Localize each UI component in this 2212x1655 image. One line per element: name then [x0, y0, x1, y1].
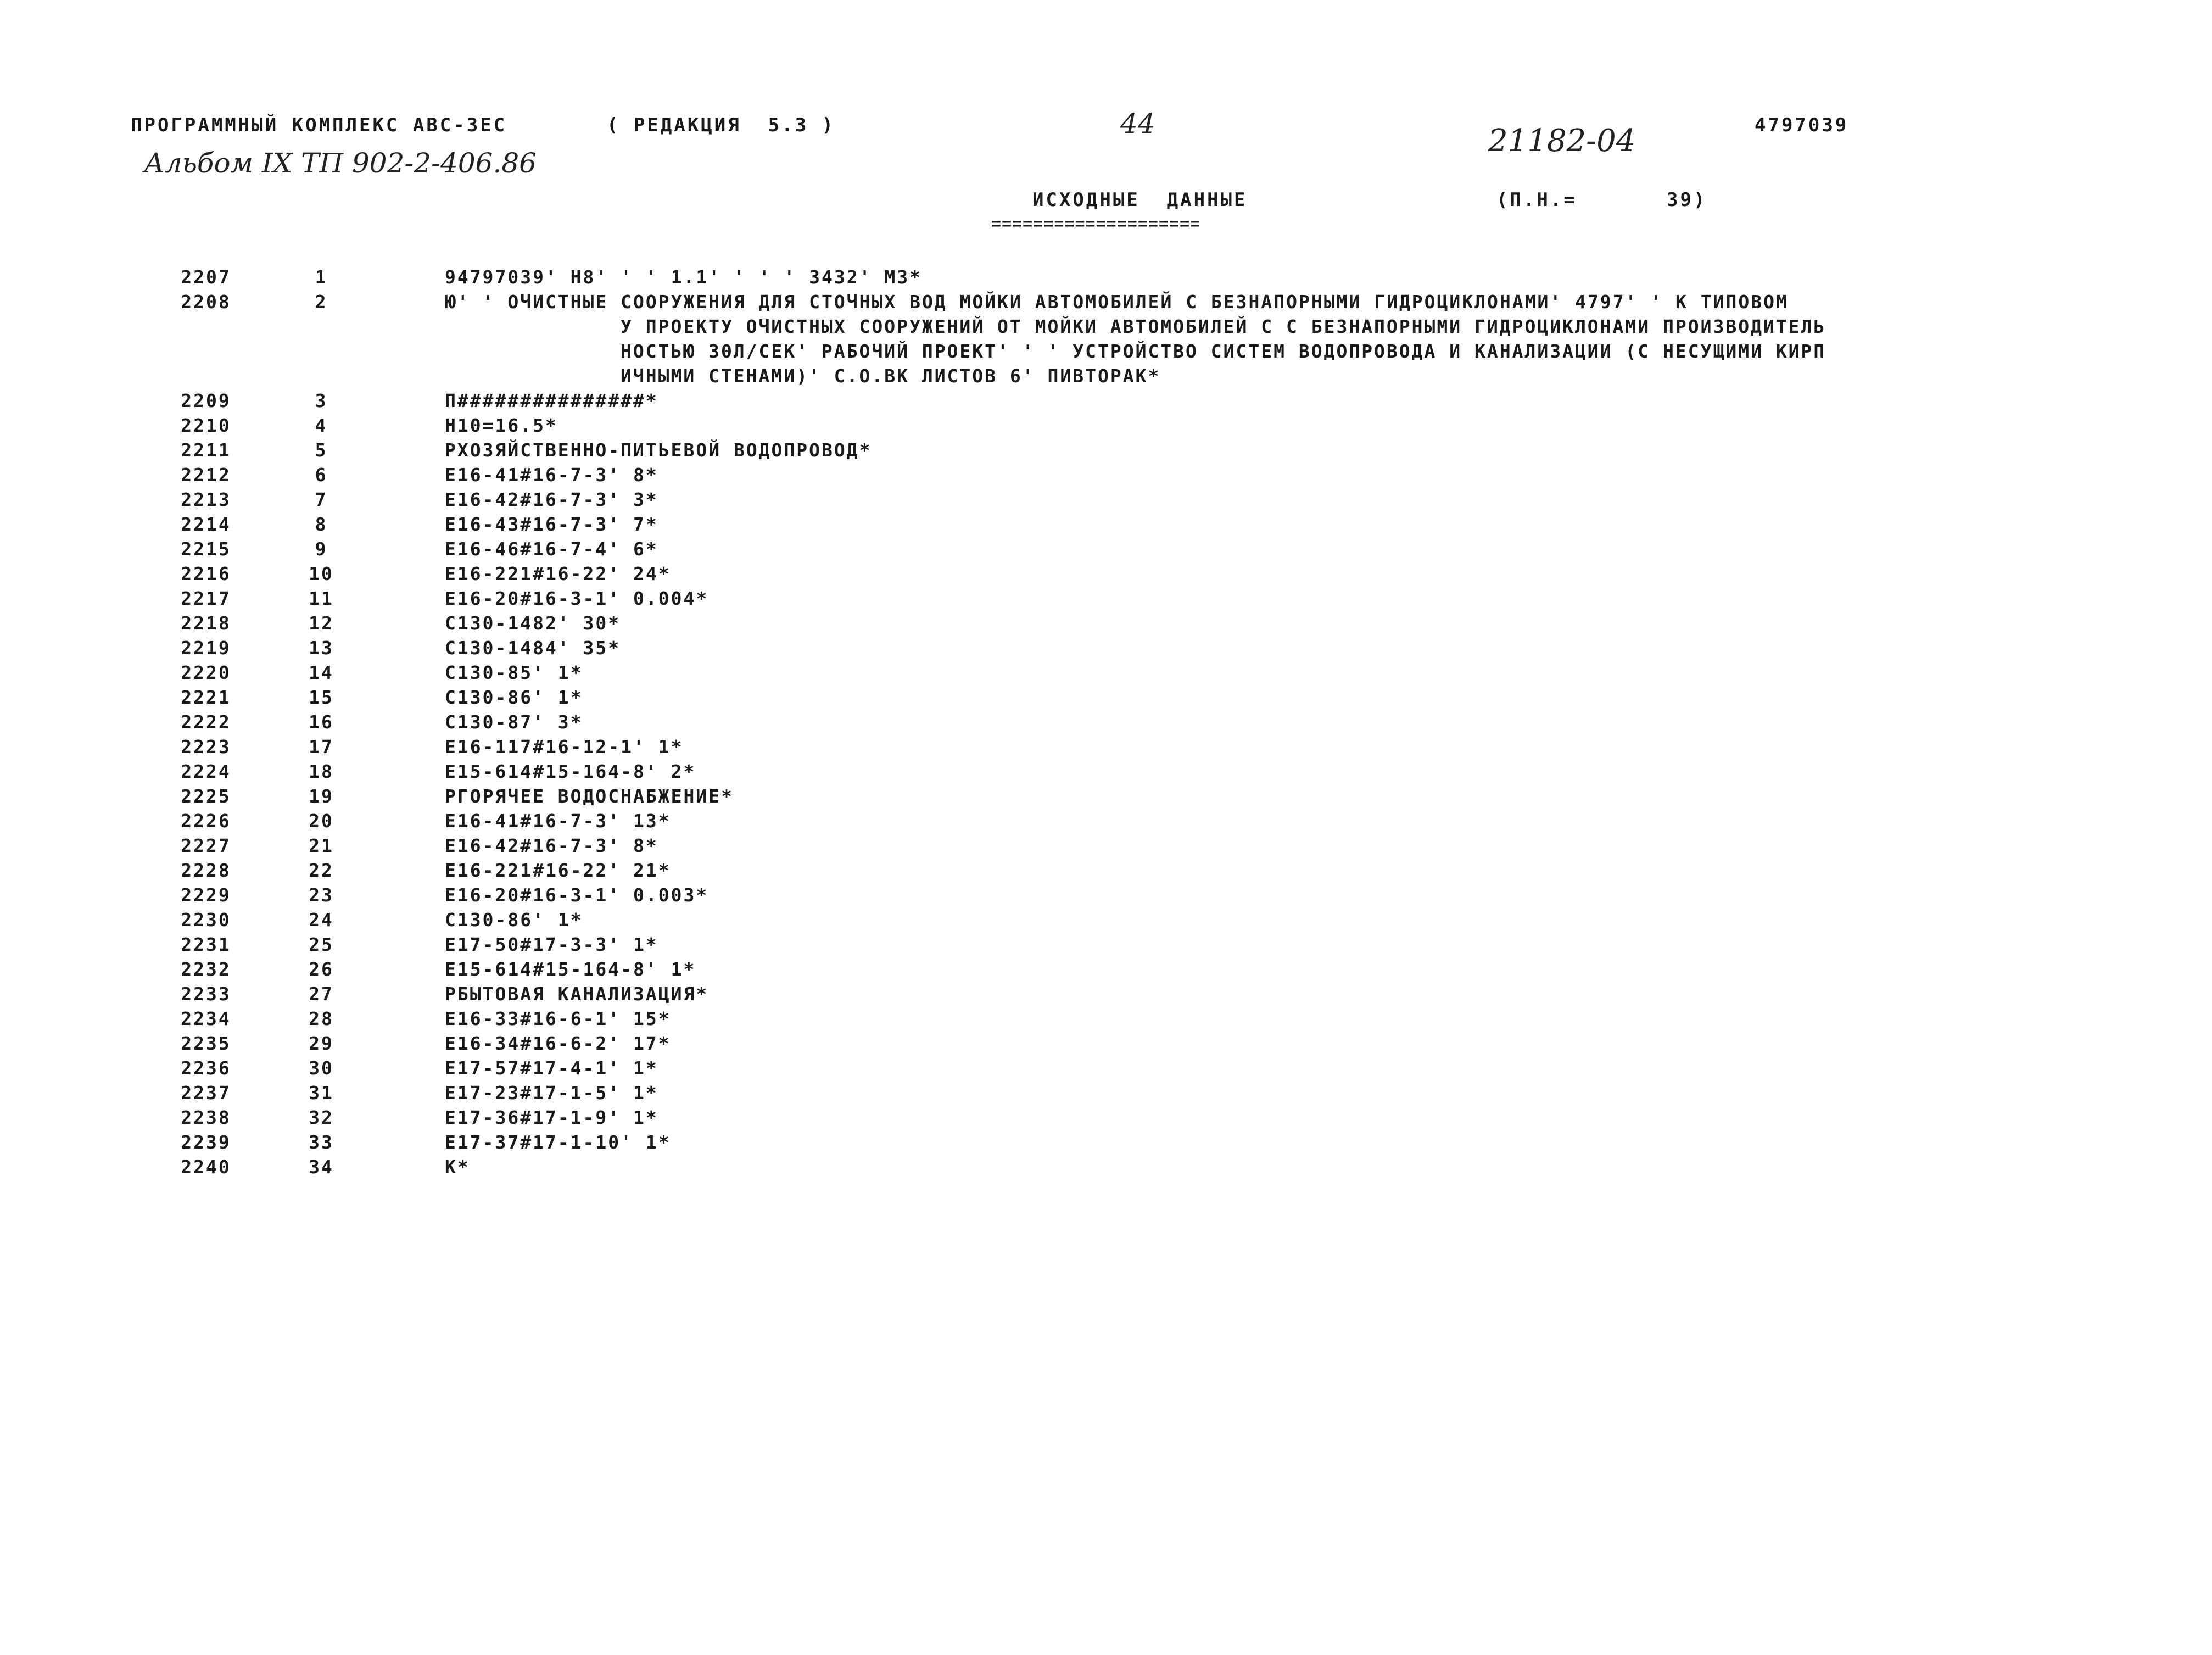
row-index: 27	[309, 983, 334, 1005]
listing-row	[165, 438, 2120, 462]
row-index: 17	[309, 736, 334, 757]
row-text: Е17-57#17-4-1' 1*	[445, 1057, 658, 1079]
row-text: Е17-37#17-1-10' 1*	[445, 1132, 671, 1153]
row-index: 16	[309, 711, 334, 733]
listing-row	[165, 660, 2120, 685]
row-line-number: 2227	[181, 835, 231, 856]
row-index: 18	[309, 761, 334, 782]
listing-row	[165, 1031, 2120, 1056]
row-text: Е17-36#17-1-9' 1*	[445, 1107, 658, 1128]
row-text: К*	[445, 1156, 470, 1178]
program-name: ПРОГРАММНЫЙ КОМПЛЕКС АВС-3ЕС	[131, 114, 507, 136]
row-index: 11	[309, 588, 334, 609]
row-line-number: 2207	[181, 266, 231, 288]
row-line-number: 2215	[181, 538, 231, 560]
row-index: 34	[309, 1156, 334, 1178]
row-text: Е16-20#16-3-1' 0.004*	[445, 588, 709, 609]
listing-row	[165, 809, 2120, 833]
row-index: 7	[315, 489, 328, 510]
row-index: 22	[309, 860, 334, 881]
listing-row	[165, 487, 2120, 512]
listing-row	[165, 982, 2120, 1006]
row-line-number: 2223	[181, 736, 231, 757]
listing-row	[165, 932, 2120, 957]
row-index: 15	[309, 687, 334, 708]
section-title: ИСХОДНЫЕ ДАННЫЕ	[1032, 189, 1248, 211]
row-text: С130-86' 1*	[445, 687, 583, 708]
listing-row	[165, 784, 2120, 809]
row-index: 19	[309, 785, 334, 807]
album-handwritten: Альбом IX ТП 902-2-406.86	[144, 147, 537, 179]
row-index: 28	[309, 1008, 334, 1029]
listing-row	[165, 734, 2120, 759]
listing-row	[165, 512, 2120, 537]
row-index: 2	[315, 291, 328, 313]
row-text: С130-86' 1*	[445, 909, 583, 930]
row-index: 30	[309, 1057, 334, 1079]
row-line-number: 2240	[181, 1156, 231, 1178]
pn-value: 39)	[1667, 189, 1707, 211]
row-line-number: 2238	[181, 1107, 231, 1128]
row-text: РБЫТОВАЯ КАНАЛИЗАЦИЯ*	[445, 983, 709, 1005]
row-line-number: 2210	[181, 415, 231, 436]
row-index: 25	[309, 934, 334, 955]
row-text: Е16-42#16-7-3' 3*	[445, 489, 658, 510]
row-text: Е16-117#16-12-1' 1*	[445, 736, 684, 757]
row-line-number: 2220	[181, 662, 231, 683]
row-line-number: 2212	[181, 464, 231, 486]
row-text: Е16-33#16-6-1' 15*	[445, 1008, 671, 1029]
row-line-number: 2237	[181, 1082, 231, 1104]
listing-row	[165, 289, 2120, 314]
listing-row	[165, 1056, 2120, 1080]
row-line-number: 2226	[181, 810, 231, 832]
row-index: 10	[309, 563, 334, 584]
section-underline: ====================	[991, 214, 1201, 233]
row-text: С130-1484' 35*	[445, 637, 621, 659]
row-text: Н10=16.5*	[445, 415, 558, 436]
row-line-number: 2239	[181, 1132, 231, 1153]
row-line-number: 2219	[181, 637, 231, 659]
row-line-number: 2225	[181, 785, 231, 807]
row-index: 12	[309, 612, 334, 634]
listing-row	[165, 462, 2120, 487]
row-index: 8	[315, 514, 328, 535]
row-line-number: 2213	[181, 489, 231, 510]
row-text: У ПРОЕКТУ ОЧИСТНЫХ СООРУЖЕНИЙ ОТ МОЙКИ АВТОМОБИЛЕЙ С С БЕЗНАПОРНЫМИ ГИДРОЦИКЛОНАМИ ПРОИЗВОДИТЕЛЬ	[621, 316, 1826, 337]
row-text: Е17-50#17-3-3' 1*	[445, 934, 658, 955]
row-text: Е16-41#16-7-3' 13*	[445, 810, 671, 832]
row-text: РГОРЯЧЕЕ ВОДОСНАБЖЕНИЕ*	[445, 785, 734, 807]
listing-row	[165, 611, 2120, 636]
row-text: С130-85' 1*	[445, 662, 583, 683]
row-index: 20	[309, 810, 334, 832]
row-line-number: 2216	[181, 563, 231, 584]
row-line-number: 2214	[181, 514, 231, 535]
listing-continuation-row	[165, 314, 2120, 339]
row-text: Е15-614#15-164-8' 1*	[445, 959, 696, 980]
row-line-number: 2231	[181, 934, 231, 955]
listing-row	[165, 710, 2120, 734]
listing-row	[165, 1155, 2120, 1179]
listing-row	[165, 833, 2120, 858]
listing-row	[165, 413, 2120, 438]
row-line-number: 2232	[181, 959, 231, 980]
row-line-number: 2228	[181, 860, 231, 881]
row-index: 26	[309, 959, 334, 980]
row-text: Е16-46#16-7-4' 6*	[445, 538, 658, 560]
document-number: 4797039	[1755, 114, 1849, 136]
row-text: Е15-614#15-164-8' 2*	[445, 761, 696, 782]
row-text: П###############*	[445, 390, 658, 411]
row-index: 5	[315, 439, 328, 461]
row-index: 9	[315, 538, 328, 560]
row-text: РХОЗЯЙСТВЕННО-ПИТЬЕВОЙ ВОДОПРОВОД*	[445, 439, 872, 461]
row-text: Е17-23#17-1-5' 1*	[445, 1082, 658, 1104]
row-text: 94797039' Н8' ' ' 1.1' ' ' ' 3432' М3*	[445, 266, 922, 288]
listing-row	[165, 858, 2120, 883]
listing-row	[165, 561, 2120, 586]
listing-row	[165, 907, 2120, 932]
listing-row	[165, 636, 2120, 660]
row-line-number: 2222	[181, 711, 231, 733]
row-line-number: 2221	[181, 687, 231, 708]
listing-row	[165, 685, 2120, 710]
row-line-number: 2236	[181, 1057, 231, 1079]
row-text: С130-1482' 30*	[445, 612, 621, 634]
row-index: 31	[309, 1082, 334, 1104]
listing-row	[165, 759, 2120, 784]
code-handwritten: 21182-04	[1488, 123, 1636, 159]
listing-row	[165, 537, 2120, 561]
row-index: 29	[309, 1033, 334, 1054]
row-index: 21	[309, 835, 334, 856]
row-line-number: 2234	[181, 1008, 231, 1029]
row-text: ИЧНЫМИ СТЕНАМИ)' С.О.ВК ЛИСТОВ 6' ПИВТОРАК*	[621, 365, 1161, 387]
row-index: 3	[315, 390, 328, 411]
row-text: С130-87' 3*	[445, 711, 583, 733]
row-index: 4	[315, 415, 328, 436]
row-index: 32	[309, 1107, 334, 1128]
row-index: 1	[315, 266, 328, 288]
row-index: 14	[309, 662, 334, 683]
row-text: Е16-43#16-7-3' 7*	[445, 514, 658, 535]
row-line-number: 2217	[181, 588, 231, 609]
listing-row	[165, 1130, 2120, 1155]
edition-label: ( РЕДАКЦИЯ 5.3 )	[607, 114, 835, 136]
row-line-number: 2230	[181, 909, 231, 930]
row-index: 13	[309, 637, 334, 659]
listing-row	[165, 388, 2120, 413]
listing-continuation-row	[165, 339, 2120, 364]
row-line-number: 2209	[181, 390, 231, 411]
row-index: 23	[309, 884, 334, 906]
row-line-number: 2211	[181, 439, 231, 461]
row-line-number: 2224	[181, 761, 231, 782]
row-line-number: 2208	[181, 291, 231, 313]
row-text: Ю' ' ОЧИСТНЫЕ СООРУЖЕНИЯ ДЛЯ СТОЧНЫХ ВОД МОЙКИ АВТОМОБИЛЕЙ С БЕЗНАПОРНЫМИ ГИДРОЦИКЛОНАМИ' 4797' ' К ТИПОВОМ	[445, 291, 1789, 313]
row-line-number: 2229	[181, 884, 231, 906]
row-text: Е16-221#16-22' 21*	[445, 860, 671, 881]
row-text: Е16-42#16-7-3' 8*	[445, 835, 658, 856]
listing-row	[165, 957, 2120, 982]
page-number-handwritten: 44	[1120, 108, 1155, 140]
row-text: НОСТЬЮ 30Л/СЕК' РАБОЧИЙ ПРОЕКТ' ' ' УСТРОЙСТВО СИСТЕМ ВОДОПРОВОДА И КАНАЛИЗАЦИИ (С НЕСУЩИМИ КИРП	[621, 341, 1826, 362]
data-listing	[165, 265, 2120, 1179]
row-line-number: 2235	[181, 1033, 231, 1054]
row-text: Е16-20#16-3-1' 0.003*	[445, 884, 709, 906]
row-index: 6	[315, 464, 328, 486]
listing-row	[165, 1080, 2120, 1105]
listing-row	[165, 1006, 2120, 1031]
row-index: 24	[309, 909, 334, 930]
row-line-number: 2233	[181, 983, 231, 1005]
row-index: 33	[309, 1132, 334, 1153]
row-text: Е16-221#16-22' 24*	[445, 563, 671, 584]
listing-row	[165, 883, 2120, 907]
pn-label: (П.Н.=	[1496, 189, 1577, 211]
row-text: Е16-41#16-7-3' 8*	[445, 464, 658, 486]
listing-row	[165, 265, 2120, 289]
listing-row	[165, 586, 2120, 611]
listing-continuation-row	[165, 364, 2120, 388]
row-text: Е16-34#16-6-2' 17*	[445, 1033, 671, 1054]
listing-row	[165, 1105, 2120, 1130]
row-line-number: 2218	[181, 612, 231, 634]
